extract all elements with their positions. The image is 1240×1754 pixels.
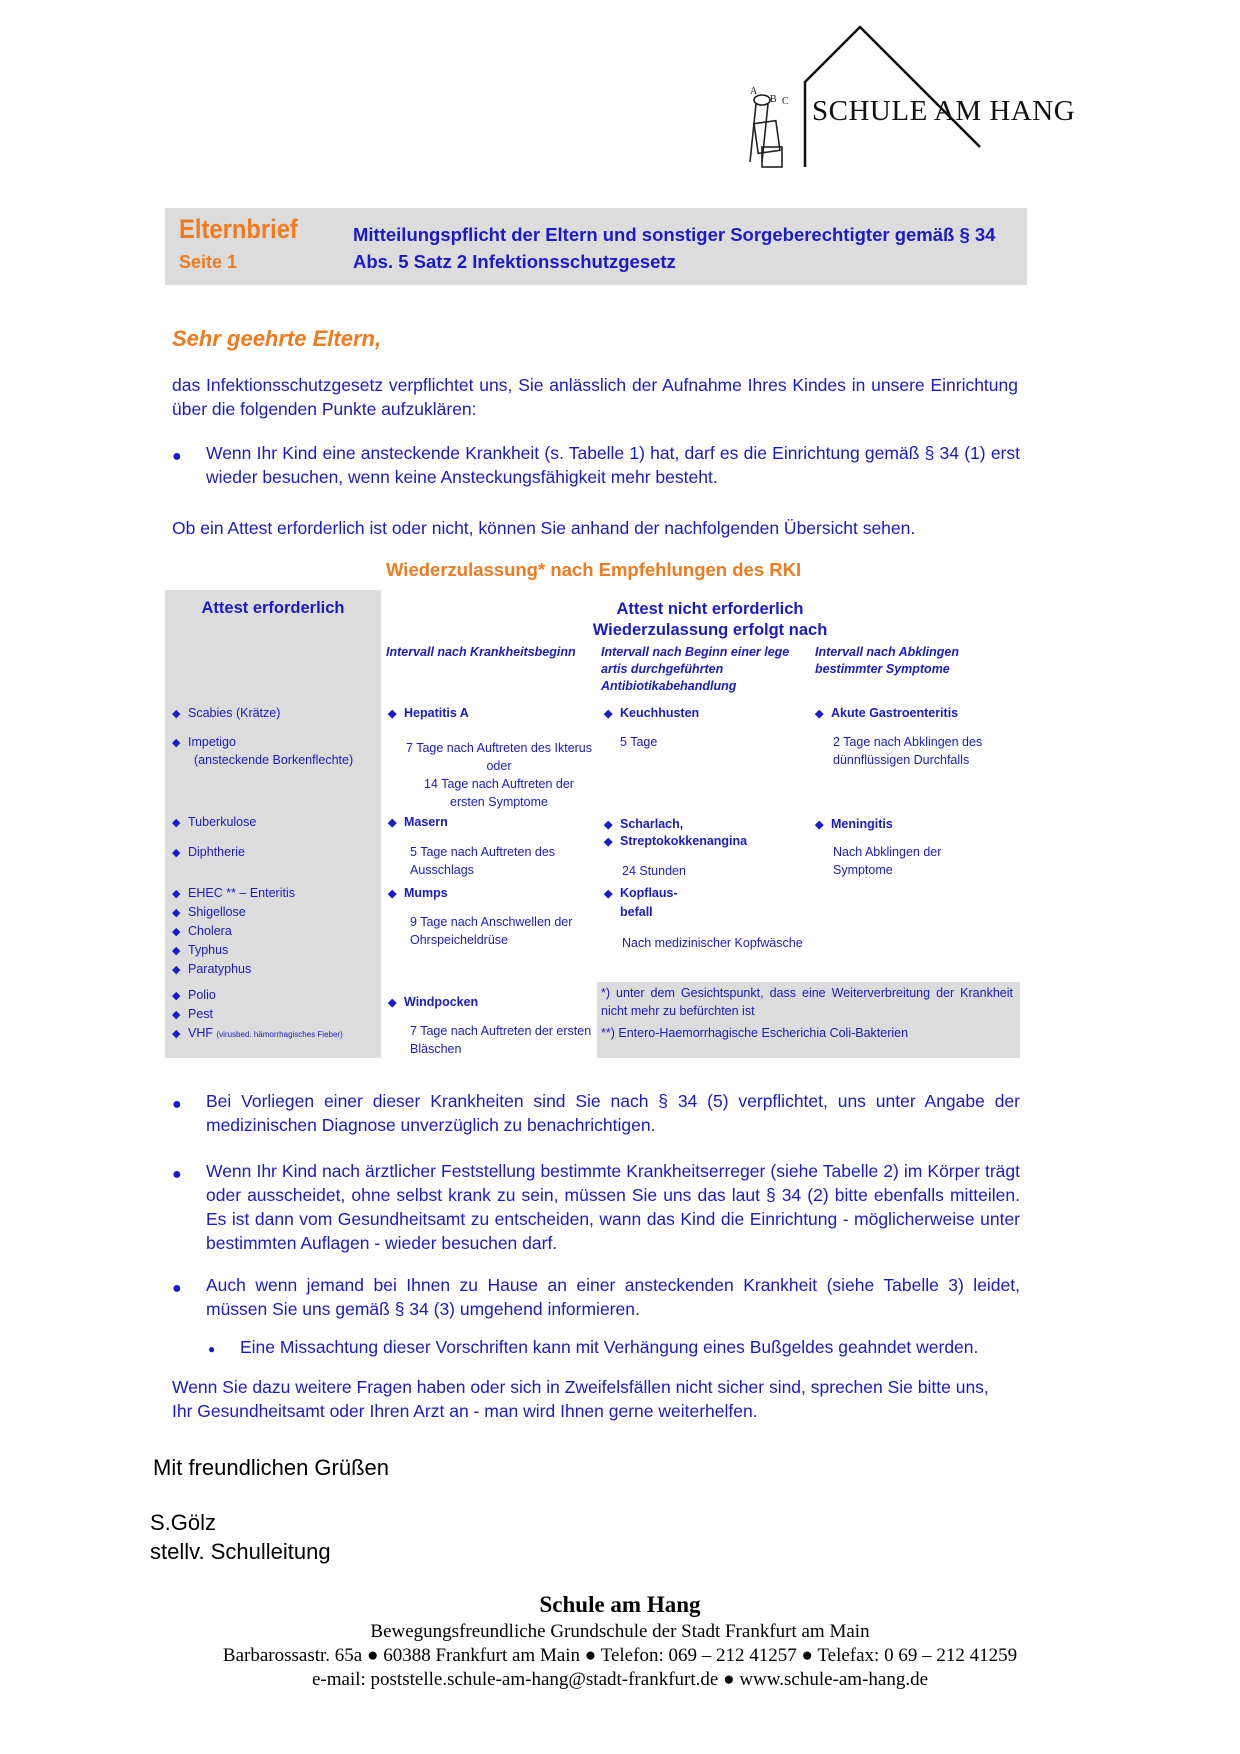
diamond-icon: ◆ — [172, 945, 181, 957]
list-item: ◆ Impetigo — [172, 733, 236, 752]
list-item: ◆ Hepatitis A — [388, 704, 469, 723]
list-item: ◆ Scharlach, — [604, 815, 683, 834]
bullet-icon: ● — [172, 448, 182, 465]
list-item-note: Nach medizinischer Kopfwäsche — [622, 936, 803, 950]
header-subject-line1: Mitteilungspflicht der Eltern und sonstiger Sorgeberechtigter gemäß § 34 — [353, 224, 996, 245]
diamond-icon: ◆ — [172, 964, 181, 976]
diamond-icon: ◆ — [815, 819, 824, 831]
bullet-icon: ● — [172, 1280, 182, 1297]
signer-role: stellv. Schulleitung — [150, 1539, 331, 1564]
list-item-note: Nach Abklingen der Symptome — [833, 845, 942, 877]
bullet-icon: ● — [172, 1166, 182, 1183]
list-item-note: (ansteckende Borkenflechte) — [194, 753, 354, 767]
diamond-icon: ◆ — [172, 926, 181, 938]
footer-fax: Telefax: 0 69 – 212 41259 — [817, 1645, 1018, 1666]
list-item: ◆ Cholera — [172, 922, 232, 941]
diamond-icon: ◆ — [388, 888, 397, 900]
diamond-icon: ◆ — [172, 888, 181, 900]
diamond-icon: ◆ — [172, 708, 181, 720]
intro-paragraph: das Infektionsschutzgesetz verpflichtet uns, Sie anlässlich der Aufnahme Ihres Kindes in unsere Einrichtung über die folgenden Punkte aufzuklären: — [172, 375, 1018, 419]
list-item: ◆ Windpocken — [388, 993, 478, 1012]
subheader-symptoms: Intervall nach Abklingen bestimmter Symptome — [815, 645, 960, 676]
list-item: ◆ Kopflaus- — [604, 884, 678, 903]
list-item-note: 2 Tage nach Abklingen des dünnflüssigen Durchfalls — [833, 735, 983, 767]
diamond-icon: ◆ — [604, 836, 613, 848]
svg-text:C: C — [782, 96, 789, 107]
col-header-no-attest-line2: Wiederzulassung erfolgt nach — [592, 621, 828, 639]
questions-paragraph: Wenn Sie dazu weitere Fragen haben oder sich in Zweifelsfällen nicht sicher sind, sprechen Sie bitte uns, Ihr Gesundheitsamt oder Ihren Arzt an - man wird Ihnen gerne weiterhelfen. — [172, 1377, 989, 1421]
signature-block — [150, 1508, 331, 1566]
diamond-icon: ◆ — [604, 819, 613, 831]
signer-name: S.Gölz — [150, 1510, 217, 1535]
col-header-no-attest-line1: Attest nicht erforderlich — [616, 600, 804, 618]
list-item-note: 7 Tage nach Auftreten der ersten Bläschen — [410, 1024, 592, 1056]
diamond-icon: ◆ — [172, 990, 181, 1002]
bullet-paragraph-1: Wenn Ihr Kind eine ansteckende Krankheit (s. Tabelle 1) hat, darf es die Einrichtung gemäß § 34 (1) erst wieder besuchen, wenn keine Ansteckungsfähigkeit mehr besteht. — [206, 443, 1020, 487]
footer-phone: Telefon: 069 – 212 41257 — [600, 1645, 797, 1666]
list-item-note: 5 Tage nach Auftreten des Ausschlags — [410, 845, 556, 877]
header-subject — [353, 221, 1013, 275]
subheader-antibiotic: Intervall nach Beginn einer lege artis durchgeführten Antibiotikabehandlung — [601, 645, 790, 693]
footer-email[interactable]: e-mail: poststelle.schule-am-hang@stadt-frankfurt.de — [311, 1669, 719, 1690]
table-title: Wiederzulassung* nach Empfehlungen des RKI — [386, 559, 802, 580]
diamond-icon: ◆ — [815, 708, 824, 720]
list-item: ◆ Meningitis — [815, 815, 893, 834]
diamond-icon: ◆ — [172, 1009, 181, 1021]
footer-city: 60388 Frankfurt am Main — [383, 1645, 581, 1666]
col-header-attest: Attest erforderlich — [201, 599, 345, 617]
list-item: ◆ Shigellose — [172, 903, 246, 922]
letter-header — [165, 208, 1027, 285]
diamond-icon: ◆ — [172, 817, 181, 829]
greeting: Sehr geehrte Eltern, — [172, 326, 382, 351]
diamond-icon: ◆ — [172, 907, 181, 919]
list-item-note: 24 Stunden — [622, 864, 686, 878]
diamond-icon: ◆ — [172, 737, 181, 749]
footnote-1: *) unter dem Gesichtspunkt, dass eine Weiterverbreitung der Krankheit nicht mehr zu befürchten ist — [601, 986, 1013, 1018]
bullet-paragraph-4: Auch wenn jemand bei Ihnen zu Hause an einer ansteckenden Krankheit (siehe Tabelle 3) leidet, müssen Sie uns gemäß § 34 (3) umgehend informieren. — [206, 1275, 1020, 1319]
logo-books-icon — [750, 86, 789, 167]
list-item-note: 9 Tage nach Anschwellen der Ohrspeicheldrüse — [410, 915, 573, 947]
subheader-onset: Intervall nach Krankheitsbeginn — [386, 645, 576, 659]
footnote-2: **) Entero-Haemorrhagische Escherichia Coli-Bakterien — [601, 1026, 909, 1040]
list-item-note: 14 Tage nach Auftreten der ersten Symptome — [424, 777, 574, 809]
list-item: ◆ Scabies (Krätze) — [172, 704, 280, 723]
diamond-icon: ◆ — [604, 888, 613, 900]
footer-address: Barbarossastr. 65a — [222, 1645, 363, 1666]
list-item: ◆ EHEC ** – Enteritis — [172, 884, 295, 903]
list-item: ◆ Typhus — [172, 941, 228, 960]
col-header-no-attest — [560, 599, 860, 641]
sub-bullet-paragraph: Eine Missachtung dieser Vorschriften kann mit Verhängung eines Bußgeldes geahndet werden. — [240, 1337, 979, 1357]
list-item: ◆ Paratyphus — [172, 960, 251, 979]
diamond-icon: ◆ — [388, 708, 397, 720]
header-page: Seite 1 — [179, 252, 238, 272]
sub-bullet-icon: ● — [208, 1342, 216, 1356]
list-item: ◆ Akute Gastroenteritis — [815, 704, 958, 723]
footer-website[interactable]: www.schule-am-hang.de — [739, 1669, 929, 1690]
list-item: ◆ Pest — [172, 1005, 213, 1024]
list-item-note: 7 Tage nach Auftreten des Ikterus oder — [406, 741, 593, 773]
footer-contact: Barbarossastr. 65a ● 60388 Frankfurt am Main ● Telefon: 069 – 212 41257 ● Telefax: 0 69 – 212 41259 — [222, 1645, 1018, 1666]
bullet-paragraph-2: Bei Vorliegen einer dieser Krankheiten sind Sie nach § 34 (5) verpflichtet, uns unter Angabe der medizinischen Diagnose unverzüglich zu benachrichtigen. — [206, 1091, 1020, 1135]
diamond-icon: ◆ — [172, 1028, 181, 1040]
list-item: ◆ Polio — [172, 986, 216, 1005]
list-item: ◆ Keuchhusten — [604, 704, 699, 723]
list-item: ◆ Mumps — [388, 884, 448, 903]
svg-text:B: B — [770, 94, 777, 105]
bullet-icon: ● — [172, 1096, 182, 1113]
list-item: ◆ VHF (virusbed. hämorrhagisches Fieber) — [172, 1024, 343, 1044]
footer-school: Schule am Hang — [539, 1592, 701, 1617]
footer-tagline: Bewegungsfreundliche Grundschule der Stadt Frankfurt am Main — [370, 1621, 870, 1642]
list-item: ◆ Streptokokkenangina — [604, 832, 747, 851]
diamond-icon: ◆ — [388, 817, 397, 829]
list-item: befall — [620, 905, 653, 919]
logo-text: SCHULE AM HANG — [812, 95, 1076, 127]
list-item: ◆ Tuberkulose — [172, 813, 256, 832]
attest-note: Ob ein Attest erforderlich ist oder nicht, können Sie anhand der nachfolgenden Übersicht sehen. — [172, 518, 916, 538]
diamond-icon: ◆ — [604, 708, 613, 720]
svg-text:A: A — [750, 86, 758, 97]
list-item: ◆ Diphtherie — [172, 843, 245, 862]
diamond-icon: ◆ — [172, 847, 181, 859]
bullet-paragraph-3: Wenn Ihr Kind nach ärztlicher Feststellung bestimmte Krankheitserreger (siehe Tabelle 2) im Körper trägt oder ausscheidet, ohne selbst krank zu sein, müssen Sie uns das laut § 34 (2) bitte ebenfalls mitteilen. Es ist dann vom Gesundheitsamt zu entscheiden, wann das Kind die Einrichtung - möglicherweise unter bestimmten Auflagen - wieder besuchen darf. — [206, 1161, 1020, 1253]
header-subject-line2: Abs. 5 Satz 2 Infektionsschutzgesetz — [353, 251, 676, 272]
list-item: ◆ Masern — [388, 813, 448, 832]
diamond-icon: ◆ — [388, 997, 397, 1009]
footer-online: e-mail: poststelle.schule-am-hang@stadt-frankfurt.de ● www.schule-am-hang.de — [311, 1669, 929, 1690]
list-item-note: 5 Tage — [620, 735, 658, 749]
closing: Mit freundlichen Grüßen — [153, 1455, 389, 1480]
header-title: Elternbrief — [179, 214, 298, 244]
